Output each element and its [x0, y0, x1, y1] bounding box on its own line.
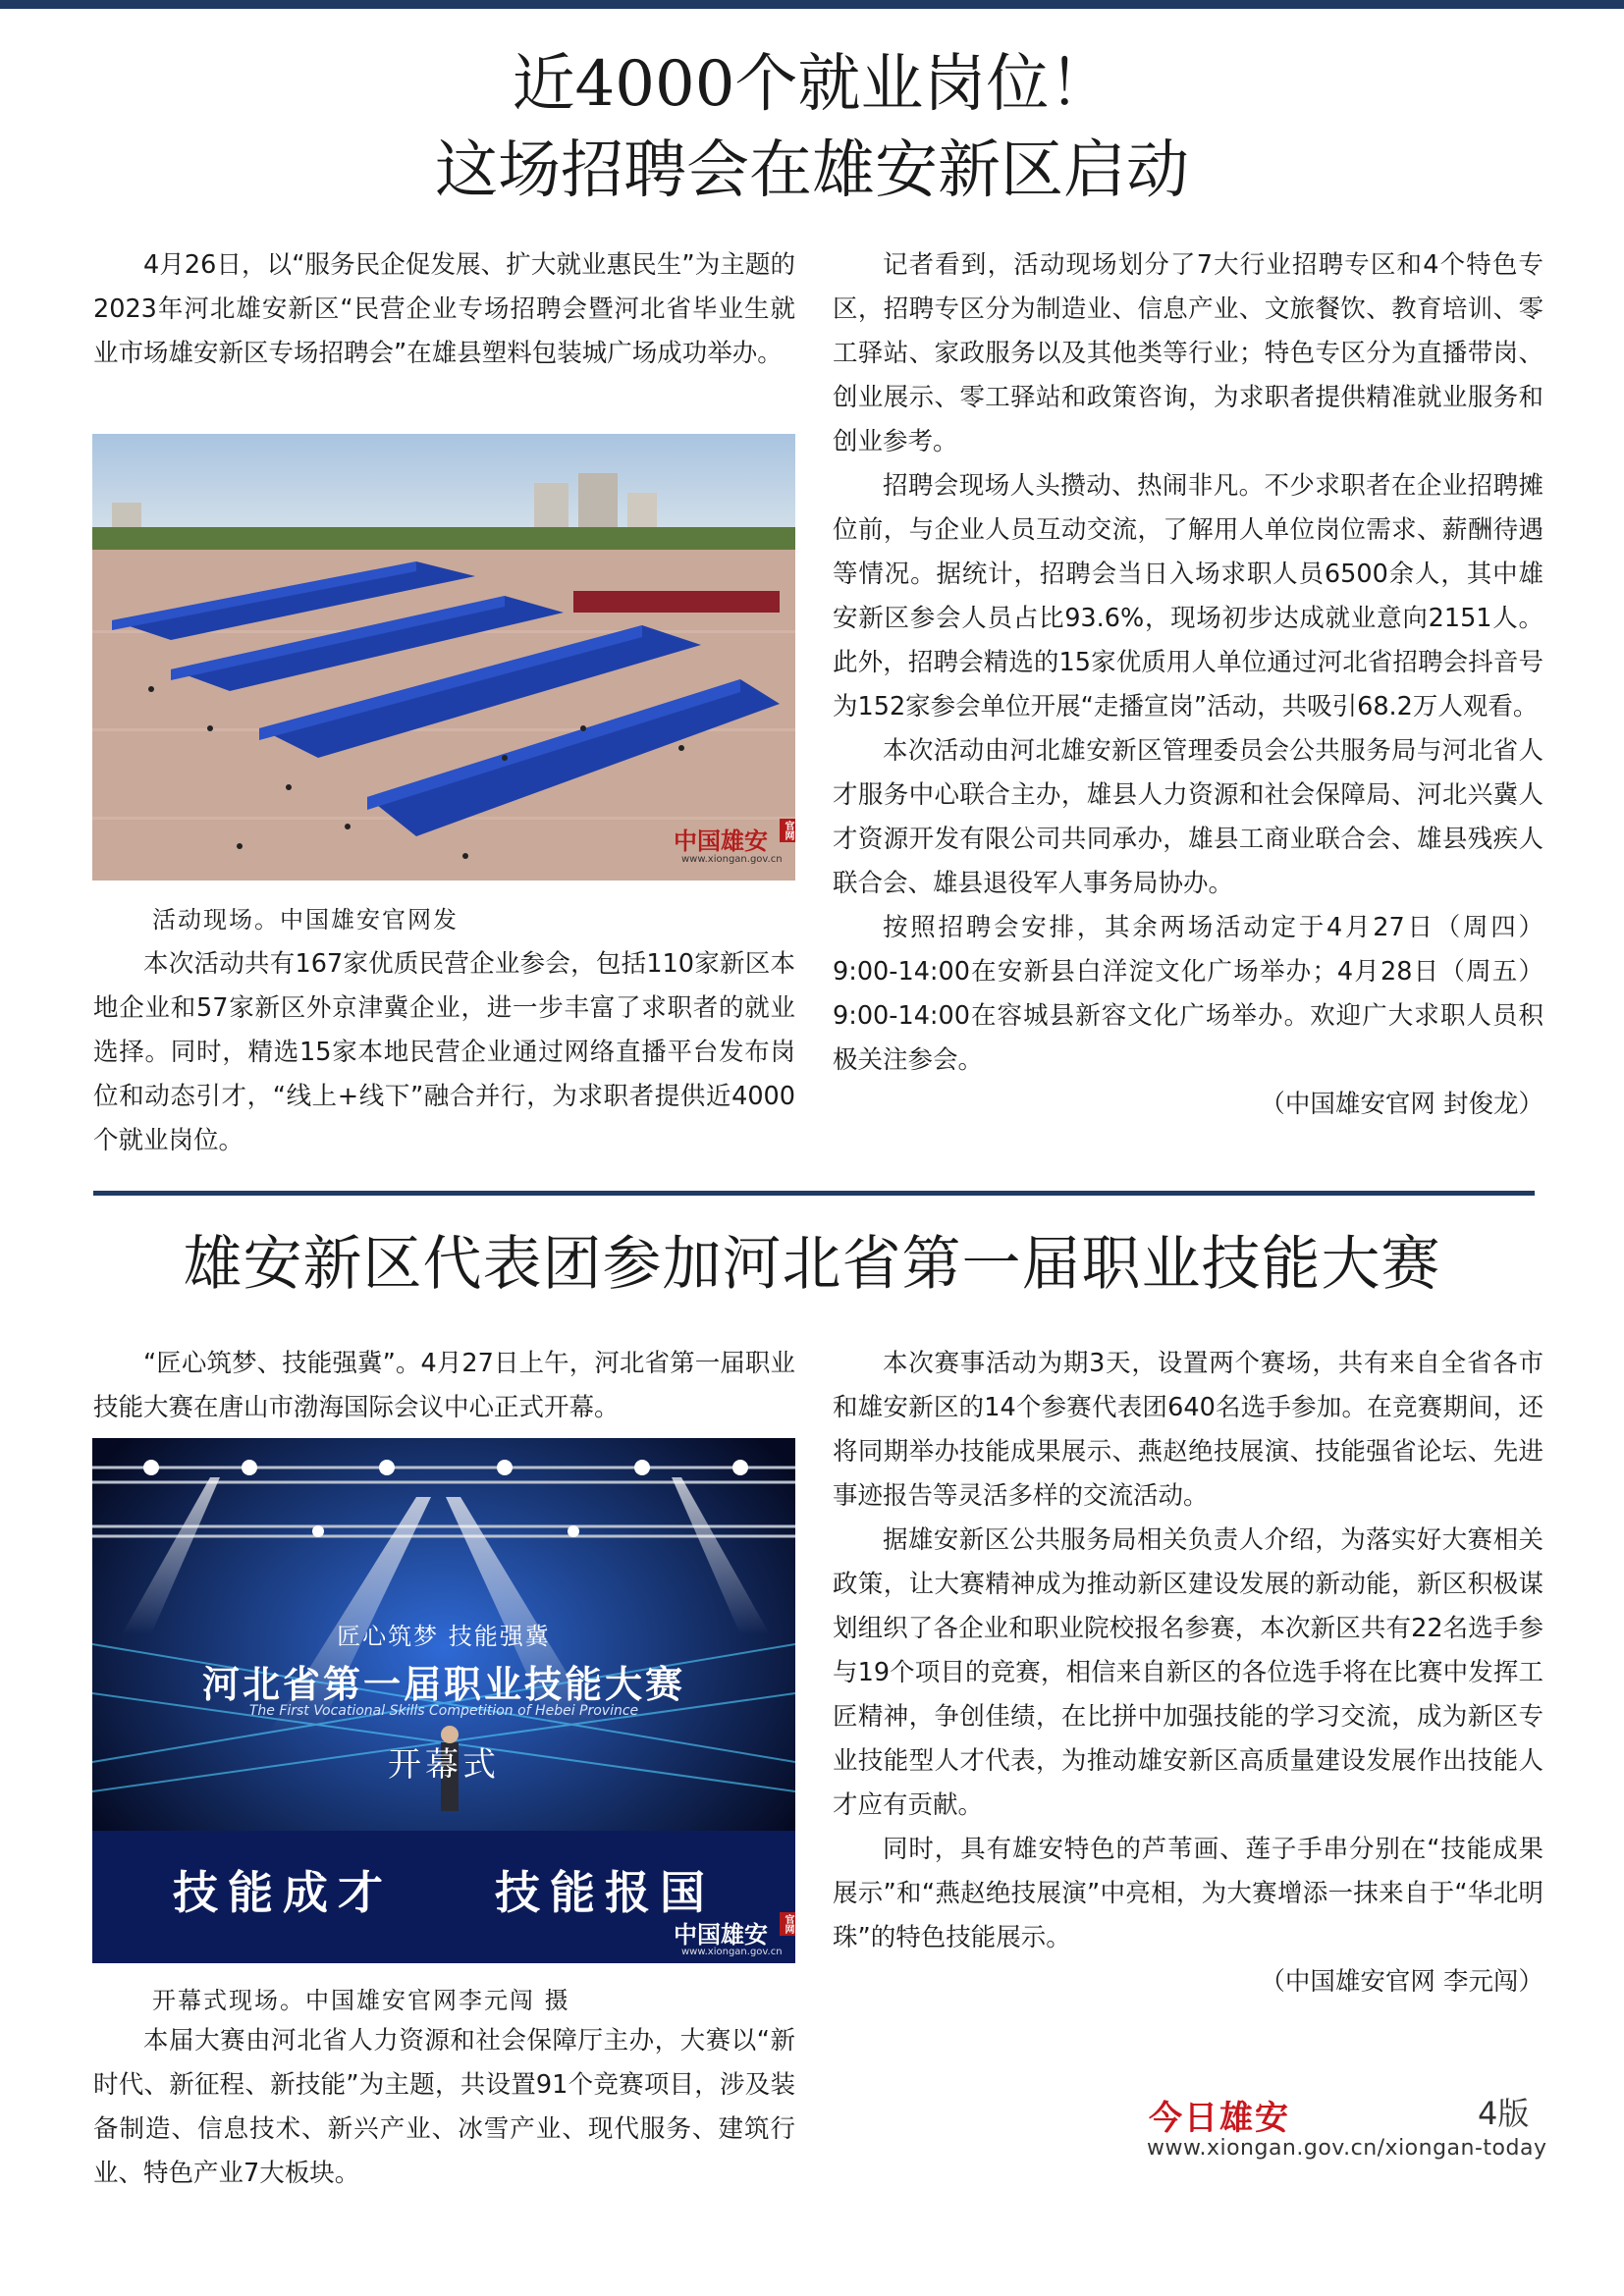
- article1-paragraph: 4月26日，以“服务民企促发展、扩大就业惠民生”为主题的2023年河北雄安新区“民营企业专场招聘会暨河北省毕业生就业市场雄安新区专场招聘会”在雄县塑料包装城广场成功举办。: [93, 250, 795, 368]
- article1-paragraph: 招聘会现场人头攒动、热闹非凡。不少求职者在企业招聘摊位前，与企业人员互动交流，了解用人单位岗位需求、薪酬待遇等情况。据统计，招聘会当日入场求职人员6500余人，其中雄安新区参会人员占比93.6%，现场初步达成就业意向2151人。此外，招聘会精选的15家优质用人单位通过河北省招聘会抖音号为152家参会单位开展“走播宣岗”活动，共吸引68.2万人观看。: [833, 471, 1543, 721]
- stage-banner: 技能成才 技能报国: [172, 1866, 716, 1919]
- photo-watermark-seal: 官网: [780, 1912, 795, 1936]
- article1-job-fair-photo: [92, 434, 795, 881]
- article2-paragraph: 据雄安新区公共服务局相关负责人介绍，为落实好大赛相关政策，让大赛精神成为推动新区建设发展的新动能，新区积极谋划组织了各企业和职业院校报名参赛，本次新区共有22名选手参与19个项目的竞赛，相信来自新区的各位选手将在比赛中发挥工匠精神，争创佳绩，在比拼中加强技能的学习交流，成为新区专业技能型人才代表，为推动雄安新区高质量建设发展作出技能人才应有贡献。: [833, 1525, 1543, 1820]
- footer-url[interactable]: www.xiongan.gov.cn/xiongan-today: [1147, 2136, 1547, 2161]
- photo-watermark-url: www.xiongan.gov.cn: [681, 854, 783, 865]
- stage-main-title: 河北省第一届职业技能大赛: [201, 1663, 685, 1706]
- top-accent-bar: [0, 0, 1624, 9]
- footer-brand-logo: 今日雄安: [1149, 2099, 1290, 2138]
- article1-left-column-bottom: [93, 942, 795, 1163]
- job-fair-scene: [92, 434, 795, 881]
- footer-page-number: 4版: [1478, 2095, 1530, 2132]
- article1-title-line2: 这场招聘会在雄安新区启动: [435, 134, 1189, 207]
- stage-ceremony-label: 开幕式: [388, 1745, 500, 1785]
- stage-slogan: 匠心筑梦 技能强冀: [337, 1623, 551, 1650]
- article2-paragraph: 本次赛事活动为期3天，设置两个赛场，共有来自全省各市和雄安新区的14个参赛代表团640名选手参加。在竞赛期间，还将同期举办技能成果展示、燕赵绝技展演、技能强省论坛、先进事迹报告等灵活多样的交流活动。: [833, 1349, 1543, 1511]
- article1-credit: （中国雄安官网 封俊龙）: [1260, 1090, 1543, 1119]
- article1-paragraph: 本次活动由河北雄安新区管理委员会公共服务局与河北省人才服务中心联合主办，雄县人力资源和社会保障局、河北兴冀人才资源开发有限公司共同承办，雄县工商业联合会、雄县残疾人联合会、雄县退役军人事务局协办。: [833, 736, 1543, 898]
- photo-watermark-logo: 中国雄安: [674, 827, 768, 855]
- article2-photo-caption: 开幕式现场。中国雄安官网李元闯 摄: [152, 1987, 570, 2014]
- article1-right-column: [833, 243, 1543, 1127]
- article2-left-column-bottom: [93, 2019, 795, 2196]
- article2-paragraph: 本届大赛由河北省人力资源和社会保障厅主办，大赛以“新时代、新征程、新技能”为主题，共设置91个竞赛项目，涉及装备制造、信息技术、新兴产业、冰雪产业、现代服务、建筑行业、特色产业7大板块。: [93, 2026, 795, 2188]
- article2-credit: （中国雄安官网 李元闯）: [1260, 1967, 1543, 1997]
- article1-paragraph: 按照招聘会安排，其余两场活动定于4月27日（周四）9:00-14:00在安新县白洋淀文化广场举办；4月28日（周五）9:00-14:00在容城县新容文化广场举办。欢迎广大求职人员积极关注参会。: [833, 913, 1543, 1075]
- article2-paragraph: “匠心筑梦、技能强冀”。4月27日上午，河北省第一届职业技能大赛在唐山市渤海国际会议中心正式开幕。: [93, 1349, 795, 1422]
- article2-title: 雄安新区代表团参加河北省第一届职业技能大赛: [183, 1230, 1441, 1299]
- article1-paragraph: 记者看到，活动现场划分了7大行业招聘专区和4个特色专区，招聘专区分为制造业、信息产业、文旅餐饮、教育培训、零工驿站、家政服务以及其他类等行业；特色专区分为直播带岗、创业展示、零工驿站和政策咨询，为求职者提供精准就业服务和创业参考。: [833, 250, 1543, 456]
- photo-watermark-logo: 中国雄安: [674, 1920, 768, 1949]
- photo-watermark-seal: 官网: [780, 819, 795, 842]
- section-divider: [93, 1191, 1535, 1196]
- photo-watermark-url: www.xiongan.gov.cn: [681, 1947, 783, 1957]
- article2-paragraph: 同时，具有雄安特色的芦苇画、莲子手串分别在“技能成果展示”和“燕赵绝技展演”中亮相，为大赛增添一抹来自于“华北明珠”的特色技能展示。: [833, 1835, 1543, 1952]
- article2-right-column: [833, 1342, 1543, 2004]
- article1-photo-caption: 活动现场。中国雄安官网发: [152, 906, 459, 934]
- stage-subtitle-en: The First Vocational Skills Competition of Hebei Province: [248, 1703, 639, 1719]
- article2-left-column-top: [93, 1342, 795, 1430]
- article1-paragraph: 本次活动共有167家优质民营企业参会，包括110家新区本地企业和57家新区外京津冀企业，进一步丰富了求职者的就业选择。同时，精选15家本地民营企业通过网络直播平台发布岗位和动态引才，“线上+线下”融合并行，为求职者提供近4000个就业岗位。: [93, 949, 795, 1155]
- article2-ceremony-photo: [92, 1438, 795, 1963]
- article1-title-line1: 近4000个就业岗位！: [512, 48, 1112, 121]
- article1-left-column-top: [93, 243, 795, 376]
